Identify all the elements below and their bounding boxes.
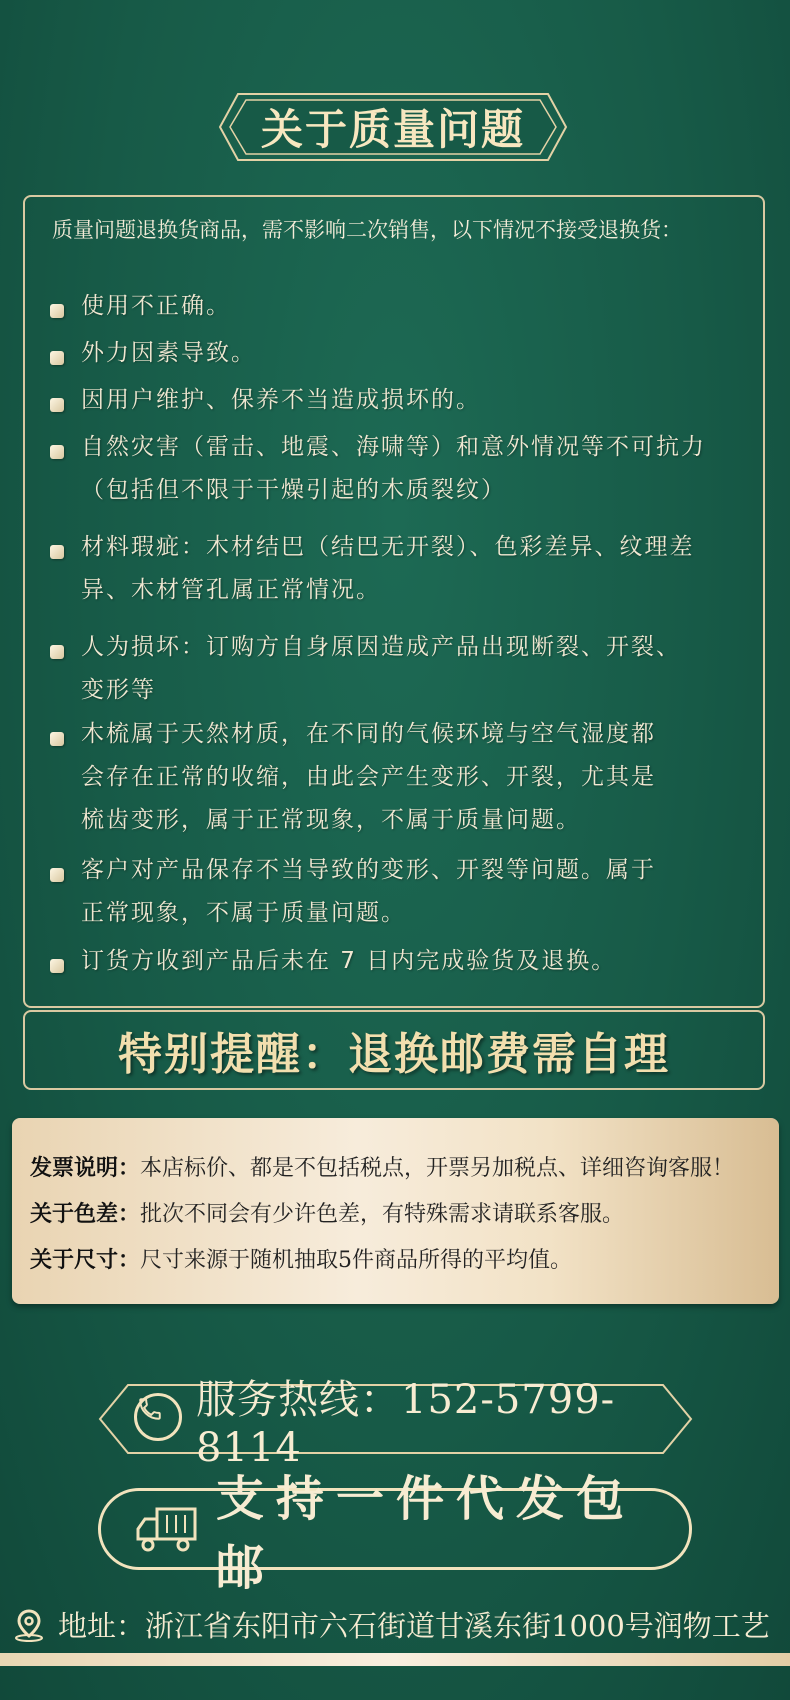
invoice-note	[30, 1151, 775, 1182]
service-hotline-badge[interactable]	[98, 1376, 693, 1471]
hotline-number: 服务热线：152-5799-8114	[196, 1376, 616, 1471]
section-title-badge	[218, 92, 568, 162]
color-label: 关于色差：	[30, 1201, 141, 1227]
bullet-icon	[50, 959, 64, 973]
invoice-label: 发票说明：	[30, 1155, 141, 1181]
info-panel	[12, 1118, 779, 1304]
size-text: 尺寸来源于随机抽取5件商品所得的平均值。	[140, 1248, 573, 1273]
bottom-divider-bar	[0, 1653, 790, 1666]
bullet-icon	[50, 732, 64, 746]
address-text: 地址：浙江省东阳市六石街道甘溪东街1000号润物工艺	[58, 1608, 770, 1643]
color-text: 批次不同会有少许色差，有特殊需求请联系客服。	[140, 1202, 625, 1227]
reminder-text: 特别提醒：退换邮费需自理	[118, 1029, 670, 1080]
bullet-icon	[50, 645, 64, 659]
bullet-icon	[50, 398, 64, 412]
invoice-text: 本店标价、都是不包括税点，开票另加税点、详细咨询客服！	[140, 1156, 735, 1181]
shipping-text: 支持一件代发包邮	[216, 1471, 637, 1596]
bullet-icon	[50, 445, 64, 459]
truck-icon	[135, 1505, 199, 1553]
bullet-icon	[50, 304, 64, 318]
location-pin-icon	[12, 1608, 46, 1642]
bullet-icon	[50, 545, 64, 559]
color-note	[30, 1197, 775, 1228]
bullet-icon	[50, 351, 64, 365]
bullet-icon	[50, 868, 64, 882]
free-shipping-badge	[98, 1471, 692, 1596]
page-title: 关于质量问题	[260, 105, 525, 154]
shipping-fee-reminder	[23, 1010, 765, 1090]
size-label: 关于尺寸：	[30, 1247, 141, 1273]
quality-intro-text: 质量问题退换货商品，需不影响二次销售，以下情况不接受退换货：	[52, 218, 682, 242]
phone-icon	[134, 1393, 182, 1441]
address-line	[12, 1604, 788, 1644]
size-note	[30, 1243, 775, 1274]
